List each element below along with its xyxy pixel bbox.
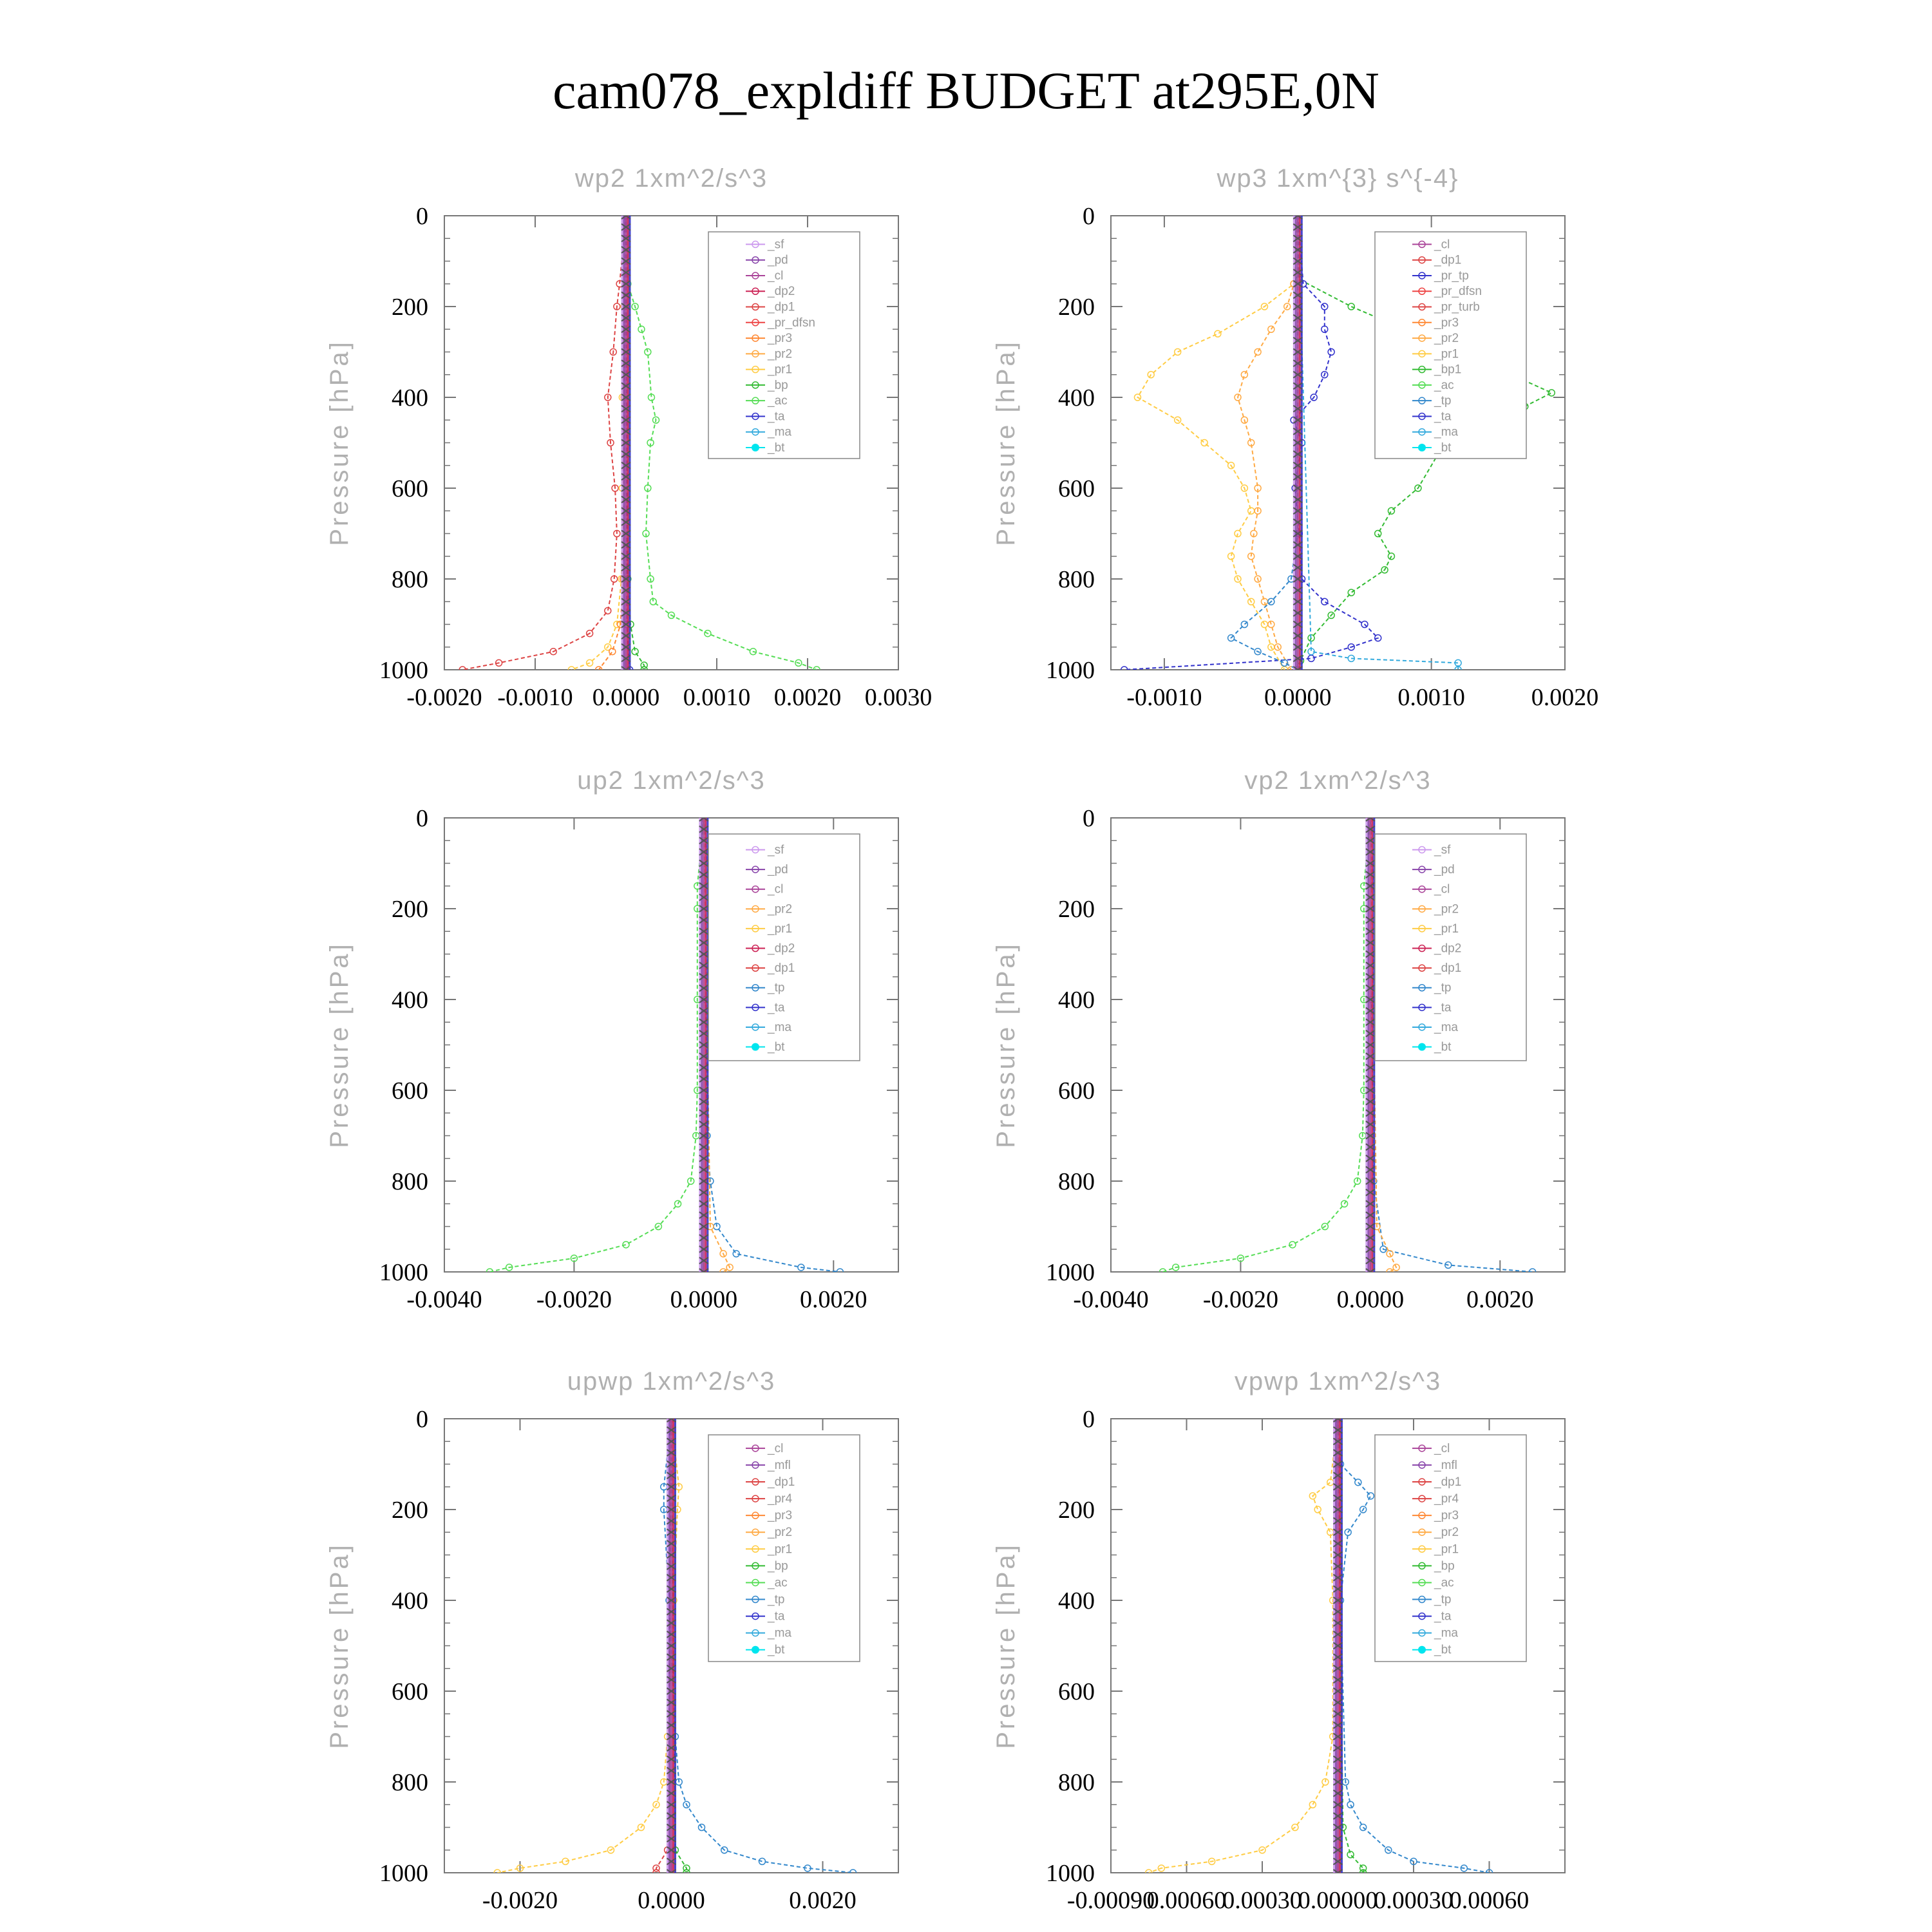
- legend-marker: [1418, 444, 1426, 451]
- legend-marker: [752, 1043, 759, 1051]
- legend-entry: _pr1: [1434, 347, 1459, 361]
- legend-entry: _tp: [1434, 1593, 1452, 1607]
- x-tick-label: 0.0020: [800, 1286, 867, 1313]
- series-point: [1321, 598, 1328, 605]
- chart-panel-wp3: [992, 164, 1598, 711]
- x-tick-label: 0.0030: [864, 684, 933, 711]
- legend-entry: _pr3: [1434, 316, 1459, 330]
- x-tick-label: -0.0020: [536, 1286, 612, 1313]
- legend-entry: _mfl: [1434, 1458, 1457, 1472]
- y-tick-label: 0: [416, 1406, 428, 1433]
- legend-entry: _cl: [768, 269, 784, 283]
- x-tick-label: -0.0040: [406, 1286, 482, 1313]
- x-tick-label: -0.0010: [497, 684, 573, 711]
- legend-entry: _bp1: [1434, 363, 1462, 377]
- y-tick-label: 1000: [1046, 1860, 1095, 1887]
- legend-entry: _ta: [1434, 1609, 1452, 1624]
- x-tick-label: 0.0010: [1397, 684, 1465, 711]
- y-tick-label: 400: [1058, 987, 1095, 1014]
- series-point: [1367, 1493, 1374, 1499]
- legend-entry: _cl: [1434, 882, 1450, 896]
- x-tick-label: 0.00030: [1374, 1887, 1454, 1914]
- y-tick-label: 600: [1058, 1678, 1095, 1705]
- y-tick-label: 600: [1058, 1077, 1095, 1104]
- legend-entry: _dp1: [1434, 961, 1462, 976]
- y-tick-label: 800: [1058, 566, 1095, 593]
- y-tick-label: 600: [392, 475, 428, 502]
- series-point: [1548, 390, 1555, 396]
- legend-entry: _cl: [768, 882, 784, 896]
- chart-panel-upwp: [325, 1367, 898, 1914]
- y-tick-label: 200: [392, 294, 428, 321]
- legend-entry: _ma: [768, 1020, 791, 1034]
- legend-entry: _ma: [768, 1626, 791, 1640]
- x-tick-label: 0.00060: [1449, 1887, 1530, 1914]
- legend-entry: _tp: [1434, 981, 1452, 995]
- series-point: [1348, 589, 1354, 596]
- legend-entry: _ta: [768, 410, 785, 424]
- y-tick-label: 600: [1058, 475, 1095, 502]
- legend-entry: _sf: [1434, 843, 1451, 857]
- y-tick-label: 400: [1058, 384, 1095, 412]
- y-tick-label: 200: [392, 1497, 428, 1524]
- x-tick-label: 0.00060: [1146, 1887, 1227, 1914]
- series-line: [462, 216, 626, 670]
- series-point: [1348, 303, 1354, 310]
- series-point: [609, 649, 616, 655]
- y-tick-label: 400: [392, 1587, 428, 1615]
- legend-entry: _ma: [1434, 425, 1458, 439]
- legend-entry: _pd: [1434, 863, 1455, 877]
- legend-entry: _pd: [768, 253, 788, 267]
- legend-entry: _ta: [768, 1001, 785, 1015]
- x-tick-label: -0.0020: [1202, 1286, 1279, 1313]
- x-tick-label: -0.0020: [406, 684, 482, 711]
- legend-entry: _mfl: [768, 1458, 791, 1472]
- legend-entry: _bp: [1434, 1559, 1455, 1573]
- y-tick-label: 1000: [1046, 1259, 1095, 1286]
- legend-entry: _ac: [1434, 378, 1454, 392]
- legend-entry: _dp1: [768, 1475, 795, 1490]
- panel-title: wp2 1xm^2/s^3: [574, 164, 768, 193]
- panel-title: upwp 1xm^2/s^3: [567, 1367, 776, 1396]
- legend-entry: _bt: [1434, 1040, 1452, 1054]
- legend-entry: _pr_dfsn: [1434, 285, 1482, 299]
- x-tick-label: 0.00030: [1222, 1887, 1302, 1914]
- legend-entry: _pr4: [768, 1492, 793, 1506]
- series-point: [1328, 349, 1334, 355]
- y-axis-label: Pressure [hPa]: [325, 1542, 354, 1749]
- legend-entry: _dp2: [768, 942, 795, 956]
- legend-marker: [752, 1646, 759, 1654]
- x-tick-label: 0.00000: [1298, 1887, 1378, 1914]
- x-tick-label: 0.0020: [789, 1887, 857, 1914]
- y-tick-label: 400: [1058, 1587, 1095, 1615]
- legend-entry: _dp1: [768, 961, 795, 976]
- y-axis-label: Pressure [hPa]: [992, 339, 1020, 546]
- series-point: [1255, 349, 1261, 355]
- legend-entry: _pr2: [1434, 902, 1459, 916]
- y-axis-label: Pressure [hPa]: [325, 339, 354, 546]
- y-tick-label: 800: [392, 1769, 428, 1796]
- legend-entry: _pr2: [1434, 1526, 1459, 1540]
- panel-title: vp2 1xm^2/s^3: [1244, 766, 1432, 795]
- legend-entry: _pr1: [768, 363, 793, 377]
- legend-entry: _tp: [768, 981, 785, 995]
- x-tick-label: 0.0000: [1264, 684, 1332, 711]
- legend-entry: _dp1: [1434, 253, 1462, 267]
- legend-entry: _sf: [768, 238, 784, 252]
- y-tick-label: 800: [1058, 1769, 1095, 1796]
- x-tick-label: -0.0020: [482, 1887, 558, 1914]
- y-tick-label: 0: [1083, 203, 1095, 230]
- legend-entry: _bt: [768, 441, 785, 455]
- series-point: [1375, 531, 1381, 537]
- legend-entry: _cl: [768, 1441, 784, 1455]
- legend-entry: _dp1: [1434, 1475, 1462, 1490]
- chart-panel-wp2: [325, 164, 932, 711]
- y-tick-label: 400: [392, 384, 428, 412]
- legend-entry: _ac: [1434, 1576, 1454, 1590]
- legend-entry: _pr1: [768, 1542, 793, 1557]
- legend-entry: _pd: [768, 863, 788, 877]
- legend-entry: _tp: [1434, 394, 1452, 408]
- x-tick-label: 0.0000: [638, 1887, 705, 1914]
- y-tick-label: 200: [1058, 1497, 1095, 1524]
- series-line: [490, 818, 704, 1272]
- y-axis-label: Pressure [hPa]: [992, 1542, 1020, 1749]
- legend-entry: _dp2: [768, 285, 795, 299]
- legend-entry: _ma: [768, 425, 791, 439]
- x-tick-label: 0.0020: [1466, 1286, 1534, 1313]
- x-tick-label: 0.0020: [773, 684, 842, 711]
- chart-panel-up2: [325, 766, 898, 1313]
- legend-entry: _bp: [768, 1559, 788, 1573]
- legend-entry: _bt: [768, 1643, 785, 1657]
- series-point: [1309, 1801, 1316, 1808]
- legend-entry: _pr3: [768, 332, 793, 346]
- legend-entry: _ta: [1434, 1001, 1452, 1015]
- legend-entry: _pr1: [1434, 922, 1459, 936]
- series-line: [497, 1419, 679, 1873]
- y-tick-label: 0: [1083, 805, 1095, 832]
- panel-title: wp3 1xm^{3} s^{-4}: [1217, 164, 1459, 193]
- x-tick-label: 0.0000: [670, 1286, 738, 1313]
- legend-marker: [752, 444, 759, 451]
- figure-title: cam078_expldiff BUDGET at295E,0N: [553, 61, 1379, 120]
- legend-entry: _bt: [768, 1040, 785, 1054]
- y-tick-label: 1000: [379, 657, 428, 684]
- legend-entry: _ac: [768, 394, 788, 408]
- legend-entry: _ta: [768, 1609, 785, 1624]
- y-tick-label: 800: [1058, 1168, 1095, 1195]
- x-tick-label: -0.0010: [1126, 684, 1202, 711]
- legend-entry: _ma: [1434, 1626, 1458, 1640]
- x-tick-label: 0.0000: [592, 684, 660, 711]
- x-tick-label: 0.0010: [683, 684, 751, 711]
- y-tick-label: 200: [1058, 896, 1095, 923]
- legend-entry: _pr3: [768, 1509, 793, 1523]
- legend-entry: _tp: [768, 1593, 785, 1607]
- legend-entry: _bt: [1434, 1643, 1452, 1657]
- y-axis-label: Pressure [hPa]: [325, 942, 354, 1148]
- panel-title: up2 1xm^2/s^3: [577, 766, 766, 795]
- y-tick-label: 1000: [379, 1259, 428, 1286]
- legend-entry: _pr2: [768, 902, 793, 916]
- legend-entry: _pr2: [1434, 332, 1459, 346]
- legend-entry: _sf: [768, 843, 784, 857]
- legend-entry: _dp2: [1434, 942, 1462, 956]
- y-tick-label: 1000: [1046, 657, 1095, 684]
- y-tick-label: 0: [416, 805, 428, 832]
- y-tick-label: 600: [392, 1077, 428, 1104]
- x-tick-label: -0.0040: [1073, 1286, 1149, 1313]
- series-point: [1201, 440, 1208, 446]
- series-point: [1215, 330, 1221, 337]
- legend-entry: _pr_tp: [1434, 269, 1469, 283]
- y-tick-label: 0: [416, 203, 428, 230]
- legend-entry: _pr4: [1434, 1492, 1459, 1506]
- legend-entry: _pr_dfsn: [768, 316, 815, 330]
- legend-entry: _pr1: [768, 922, 793, 936]
- legend-entry: _ta: [1434, 410, 1452, 424]
- y-axis-label: Pressure [hPa]: [992, 942, 1020, 1148]
- series-line: [1163, 818, 1370, 1272]
- legend-entry: _ac: [768, 1576, 788, 1590]
- legend-entry: _dp1: [768, 300, 795, 314]
- series-point: [1355, 1479, 1361, 1486]
- legend-entry: _pr2: [768, 347, 793, 361]
- x-tick-label: -0.00090: [1066, 1887, 1155, 1914]
- legend-entry: _pr2: [768, 1526, 793, 1540]
- y-tick-label: 200: [392, 896, 428, 923]
- x-tick-label: 0.0000: [1336, 1286, 1405, 1313]
- series-point: [1248, 507, 1255, 514]
- legend-marker: [1418, 1043, 1426, 1051]
- series-point: [1241, 621, 1247, 628]
- series-line: [1231, 216, 1298, 670]
- chart-panel-vpwp: [992, 1367, 1565, 1914]
- y-tick-label: 400: [392, 987, 428, 1014]
- series-line: [571, 216, 626, 670]
- series-point: [1314, 1506, 1321, 1513]
- legend-entry: _cl: [1434, 238, 1450, 252]
- legend-entry: _pr_turb: [1434, 300, 1480, 314]
- legend-entry: _pr1: [1434, 1542, 1459, 1557]
- y-tick-label: 0: [1083, 1406, 1095, 1433]
- legend-entry: _bp: [768, 378, 788, 392]
- x-tick-label: 0.0020: [1531, 684, 1599, 711]
- legend-marker: [1418, 1646, 1426, 1654]
- y-tick-label: 200: [1058, 294, 1095, 321]
- series-point: [1321, 326, 1328, 332]
- legend-entry: _ma: [1434, 1020, 1458, 1034]
- series-line: [1138, 216, 1298, 670]
- series-point: [1347, 1801, 1354, 1808]
- chart-panel-vp2: [992, 766, 1565, 1313]
- panel-title: vpwp 1xm^2/s^3: [1234, 1367, 1442, 1396]
- y-tick-label: 1000: [379, 1860, 428, 1887]
- series-point: [1388, 507, 1394, 514]
- y-tick-label: 800: [392, 1168, 428, 1195]
- legend-entry: _bt: [1434, 441, 1452, 455]
- legend-entry: _cl: [1434, 1441, 1450, 1455]
- y-tick-label: 600: [392, 1678, 428, 1705]
- legend-entry: _pr3: [1434, 1509, 1459, 1523]
- y-tick-label: 800: [392, 566, 428, 593]
